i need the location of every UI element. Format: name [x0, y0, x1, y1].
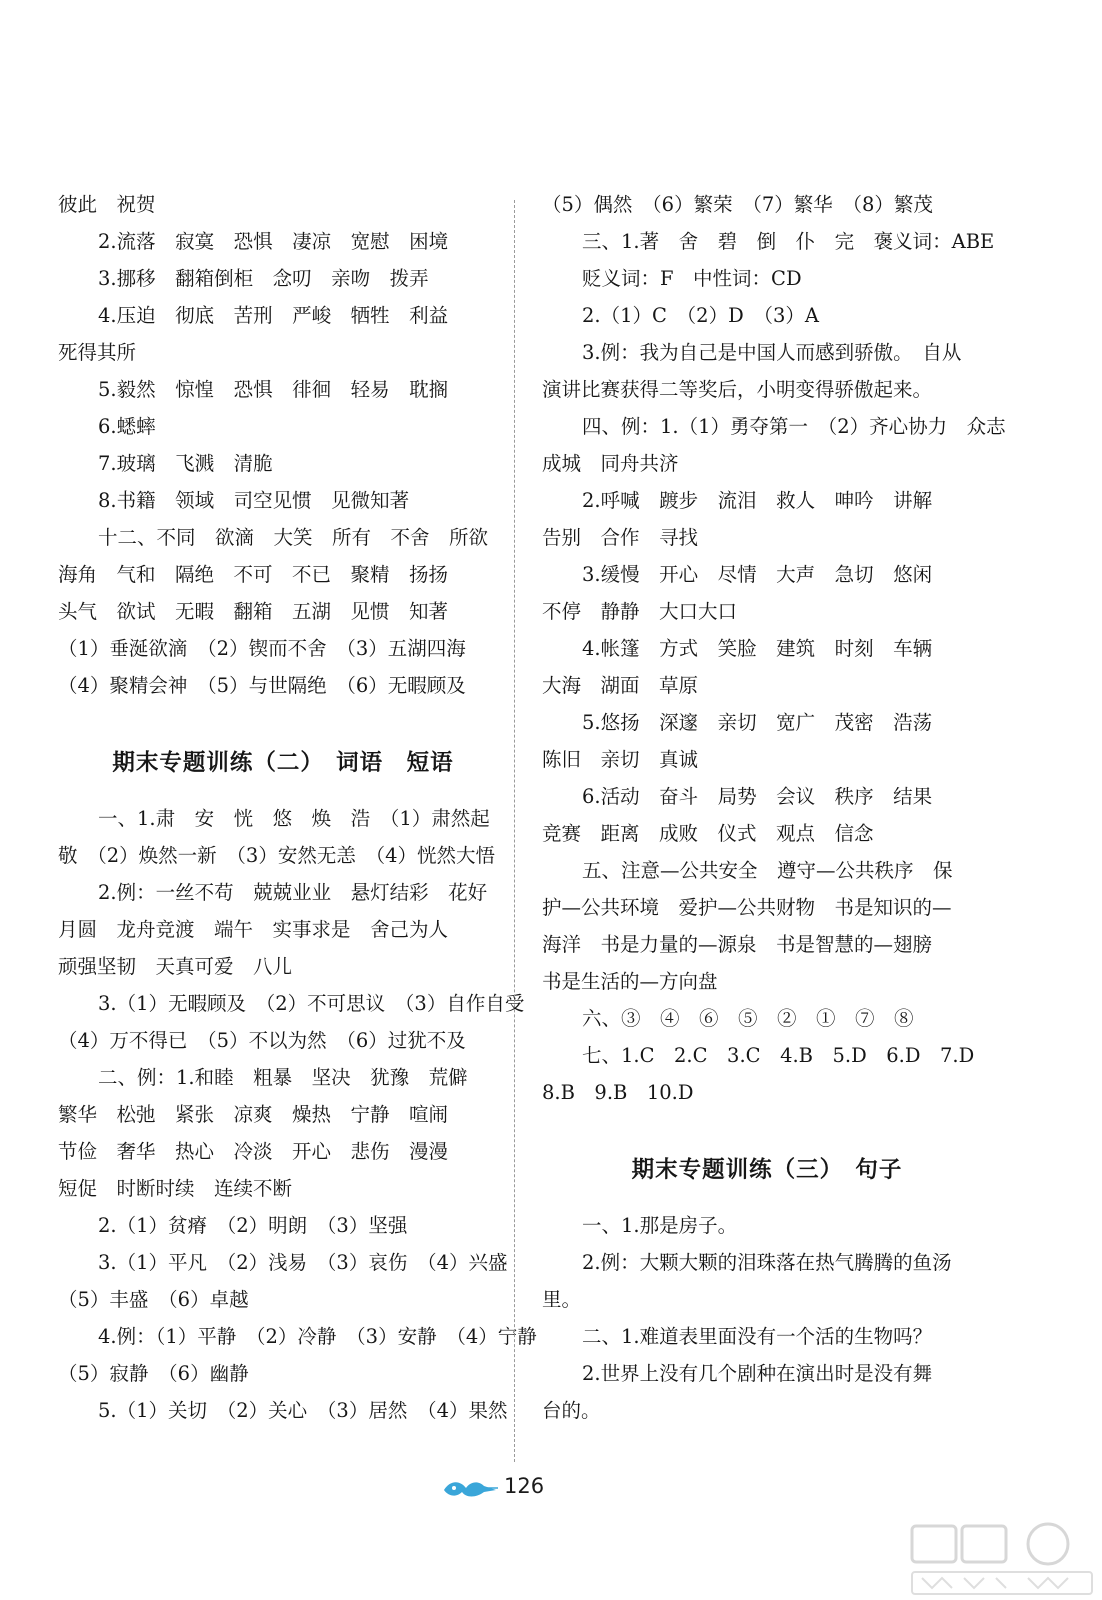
answer-line: 3.挪移 翻箱倒柜 念叨 亲吻 拨弄: [98, 267, 429, 290]
answer-line: 不停 静静 大口大口: [542, 600, 738, 623]
answer-line: 五、注意—公共安全 遵守—公共秩序 保: [582, 859, 953, 882]
answer-line: 顽强坚韧 天真可爱 八儿: [58, 955, 293, 978]
answer-line: （5）偶然 （6）繁荣 （7）繁华 （8）繁茂: [542, 193, 933, 216]
answer-line: 陈旧 亲切 真诚: [542, 748, 699, 771]
answer-line: 护—公共环境 爱护—公共财物 书是知识的—: [542, 896, 952, 919]
answer-line: 二、例：1.和睦 粗暴 坚决 犹豫 荒僻: [98, 1066, 468, 1089]
answer-line: 2.世界上没有几个剧种在演出时是没有舞: [582, 1362, 933, 1385]
answer-line: （5）寂静 （6）幽静: [58, 1362, 249, 1385]
column-divider: [514, 200, 515, 1462]
answer-line: 告别 合作 寻找: [542, 526, 699, 549]
answer-line: （5）丰盛 （6）卓越: [58, 1288, 249, 1311]
answer-line: 海角 气和 隔绝 不可 不已 聚精 扬扬: [58, 563, 449, 586]
answer-line: 7.玻璃 飞溅 清脆: [98, 452, 273, 475]
answer-line: 3.（1）平凡 （2）浅易 （3）哀伤 （4）兴盛: [98, 1251, 508, 1274]
answer-line: 6.活动 奋斗 局势 会议 秩序 结果: [582, 785, 933, 808]
answer-line: 2.（1）贫瘠 （2）明朗 （3）坚强: [98, 1214, 408, 1237]
right-column: [542, 186, 1006, 1429]
section-heading: 期末专题训练（二） 词语 短语: [112, 750, 454, 776]
section-heading: 期末专题训练（三） 句子: [631, 1157, 903, 1183]
answer-line: 繁华 松弛 紧张 凉爽 燥热 宁静 喧闹: [58, 1103, 449, 1126]
answer-line: 6.蟋蟀: [98, 415, 156, 438]
answer-line: 4.例：（1）平静 （2）冷静 （3）安静 （4）宁静: [98, 1325, 537, 1348]
answer-line: 5.（1）关切 （2）关心 （3）居然 （4）果然: [98, 1399, 508, 1422]
page-footer: [0, 1470, 1102, 1510]
answer-line: 成城 同舟共济: [542, 452, 679, 475]
answer-line: 头气 欲试 无暇 翻箱 五湖 见惯 知著: [58, 600, 449, 623]
answer-line: 3.缓慢 开心 尽情 大声 急切 悠闲: [582, 563, 933, 586]
left-column: [58, 186, 537, 1429]
answer-line: 七、1.C 2.C 3.C 4.B 5.D 6.D 7.D: [582, 1044, 975, 1067]
answer-line: 演讲比赛获得二等奖后，小明变得骄傲起来。: [542, 378, 933, 401]
answer-site-logo-icon: [908, 1520, 1098, 1600]
answer-line: 一、1.肃 安 恍 悠 焕 浩 （1）肃然起: [98, 807, 490, 830]
answer-line: （4）聚精会神 （5）与世隔绝 （6）无暇顾及: [58, 674, 466, 697]
answer-line: 2.（1）C （2）D （3）A: [582, 304, 819, 327]
answer-line: 彼此 祝贺: [58, 193, 156, 216]
answer-line: 2.例：一丝不苟 兢兢业业 悬灯结彩 花好: [98, 881, 488, 904]
answer-line: 海洋 书是力量的—源泉 书是智慧的—翅膀: [542, 933, 933, 956]
answer-line: （1）垂涎欲滴 （2）锲而不舍 （3）五湖四海: [58, 637, 466, 660]
answer-line: 六、③ ④ ⑥ ⑤ ② ① ⑦ ⑧: [582, 1007, 914, 1030]
answer-line: 十二、不同 欲滴 大笑 所有 不舍 所欲: [98, 526, 489, 549]
answer-line: 贬义词：F 中性词：CD: [582, 267, 802, 290]
answer-line: 四、例：1.（1）勇夺第一 （2）齐心协力 众志: [582, 415, 1006, 438]
answer-line: 书是生活的—方向盘: [542, 970, 718, 993]
answer-line: 8.书籍 领域 司空见惯 见微知著: [98, 489, 410, 512]
answer-line: 2.流落 寂寞 恐惧 凄凉 宽慰 困境: [98, 230, 449, 253]
decorative-bird-icon: [440, 1476, 500, 1502]
answer-line: 一、1.那是房子。: [582, 1214, 738, 1237]
answer-line: 里。: [542, 1288, 582, 1311]
answer-line: 三、1.著 舍 碧 倒 仆 完 褒义词：ABE: [582, 230, 995, 253]
answer-line: 月圆 龙舟竞渡 端午 实事求是 舍己为人: [58, 918, 449, 941]
answer-line: 敬 （2）焕然一新 （3）安然无恙 （4）恍然大悟: [58, 844, 495, 867]
answer-line: 8.B 9.B 10.D: [542, 1081, 694, 1104]
answer-line: 死得其所: [58, 341, 137, 364]
answer-line: 短促 时断时续 连续不断: [58, 1177, 293, 1200]
answer-line: 2.呼喊 踱步 流泪 救人 呻吟 讲解: [582, 489, 933, 512]
answer-line: 二、1.难道表里面没有一个活的生物吗？: [582, 1325, 933, 1348]
answer-line: 台的。: [542, 1399, 601, 1422]
answer-line: 5.毅然 惊惶 恐惧 徘徊 轻易 耽搁: [98, 378, 449, 401]
answer-line: 4.帐篷 方式 笑脸 建筑 时刻 车辆: [582, 637, 933, 660]
answer-line: 2.例：大颗大颗的泪珠落在热气腾腾的鱼汤: [582, 1251, 952, 1274]
answer-line: 3.（1）无暇顾及 （2）不可思议 （3）自作自受: [98, 992, 525, 1015]
answer-line: 3.例：我为自己是中国人而感到骄傲。 自从: [582, 341, 962, 364]
answer-line: （4）万不得已 （5）不以为然 （6）过犹不及: [58, 1029, 466, 1052]
answer-line: 4.压迫 彻底 苦刑 严峻 牺牲 利益: [98, 304, 449, 327]
answer-line: 5.悠扬 深邃 亲切 宽广 茂密 浩荡: [582, 711, 933, 734]
answer-line: 大海 湖面 草原: [542, 674, 699, 697]
answer-line: 节俭 奢华 热心 冷淡 开心 悲伤 漫漫: [58, 1140, 449, 1163]
answer-line: 竞赛 距离 成败 仪式 观点 信念: [542, 822, 874, 845]
page-number: 126: [504, 1474, 545, 1498]
